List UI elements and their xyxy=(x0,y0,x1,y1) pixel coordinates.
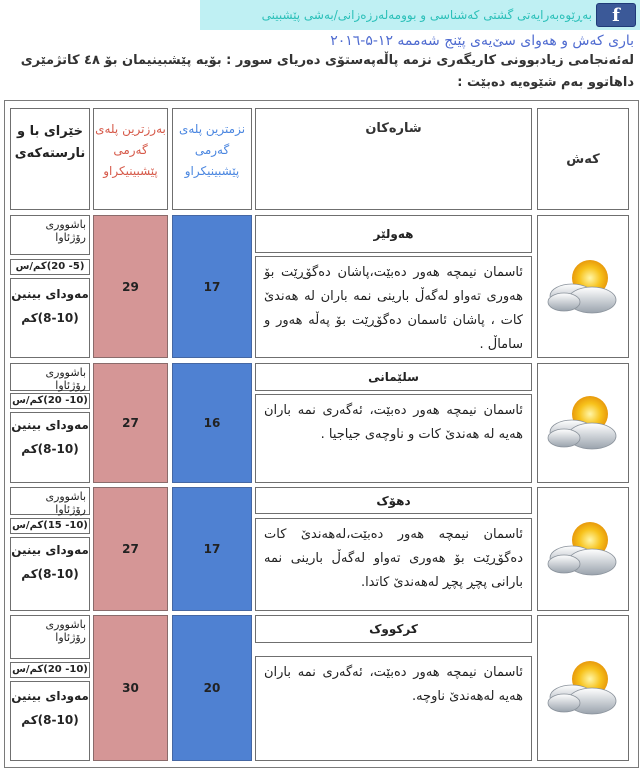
wind-speed: (10- 20)کم/س xyxy=(10,393,90,409)
header-wind: خێرای با و نارستەکەی xyxy=(10,108,90,210)
condition-cell xyxy=(537,215,629,358)
condition-cell xyxy=(537,487,629,611)
banner-text: بەڕێوەبەرایەتی گشتی کەشناسی و بوومەلەرزەزانی/بەشی پێشبینی xyxy=(261,8,592,22)
min-temp: 17 xyxy=(172,215,252,358)
max-temp: 29 xyxy=(93,215,168,358)
wind-direction: باشووری رۆژئاوا xyxy=(10,615,90,659)
header-min-temp: نزمترین پلەی گەرمی پێشبینیکراو xyxy=(172,108,252,210)
facebook-icon[interactable]: f xyxy=(596,3,636,27)
forecast-description: ئاسمان نیمچە هەور دەبێت، ئەگەری نمە باران هەیە لە هەندێ کات و ناوچەی جیاجیا . xyxy=(255,394,532,483)
forecast-description: ئاسمان نیمچە هەور دەبێت،پاشان دەگۆڕێت بۆ هەوری تەواو لەگەڵ بارینی نمە باران لە هەندێ کات ، پاشان ئاسمان دەگۆڕێت بۆ پەڵە هەور و ساماڵ . xyxy=(255,256,532,358)
header-city: شارەکان xyxy=(255,108,532,210)
max-temp: 30 xyxy=(93,615,168,761)
city-name: کرکووک xyxy=(255,615,532,643)
header-banner xyxy=(200,0,640,30)
partly-cloudy-icon xyxy=(542,392,624,454)
visibility: مەودای بینین (10-8)کم xyxy=(10,537,90,611)
wind-speed: (10- 15)کم/س xyxy=(10,518,90,534)
min-temp: 17 xyxy=(172,487,252,611)
partly-cloudy-icon xyxy=(542,518,624,580)
min-temp: 16 xyxy=(172,363,252,483)
city-name: دهۆک xyxy=(255,487,532,514)
min-temp: 20 xyxy=(172,615,252,761)
visibility: مەودای بینین (10-8)کم xyxy=(10,681,90,761)
city-name: سلێمانی xyxy=(255,363,532,391)
wind-direction: باشووری رۆژئاوا xyxy=(10,487,90,515)
forecast-table xyxy=(4,100,639,768)
visibility: مەودای بینین (10-8)کم xyxy=(10,412,90,483)
page-title: باری کەش و هەوای سێ‌یەی پێنج شەممە ۱۲-۵-۲۰۱٦ xyxy=(330,33,634,49)
forecast-description: ئاسمان نیمچە هەور دەبێت، ئەگەری نمە باران هەیە لەهەندێ ناوچە. xyxy=(255,656,532,761)
city-name: هەولێر xyxy=(255,215,532,253)
wind-direction: باشووری رۆژئاوا xyxy=(10,215,90,255)
forecast-description: ئاسمان نیمچە هەور دەبێت،لەهەندێ کات دەگۆڕێت بۆ هەوری تەواو لەگەڵ بارینی نمە بارانی پچڕ پچڕ لەهەندێ کاتدا. xyxy=(255,518,532,611)
condition-cell xyxy=(537,363,629,483)
header-max-temp: بەرزترین پلەی گەرمی پێشبینیکراو xyxy=(93,108,168,210)
condition-cell xyxy=(537,615,629,761)
max-temp: 27 xyxy=(93,363,168,483)
max-temp: 27 xyxy=(93,487,168,611)
wind-speed: (5- 20)کم/س xyxy=(10,259,90,275)
wind-speed: (10- 20)کم/س xyxy=(10,662,90,678)
wind-direction: باشووری رۆژئاوا xyxy=(10,363,90,391)
intro-text: لەئەنجامی زیادبوونی کاریگەری نزمە پاڵەپەستۆی دەریای سوور : بۆیە پێشبینیمان بۆ ٤٨ کاتژمێری داهاتوو بەم شێوەیە دەبێت : xyxy=(20,53,634,90)
header-condition: کەش xyxy=(537,108,629,210)
partly-cloudy-icon xyxy=(542,256,624,318)
visibility: مەودای بینین (10-8)کم xyxy=(10,278,90,358)
partly-cloudy-icon xyxy=(542,657,624,719)
